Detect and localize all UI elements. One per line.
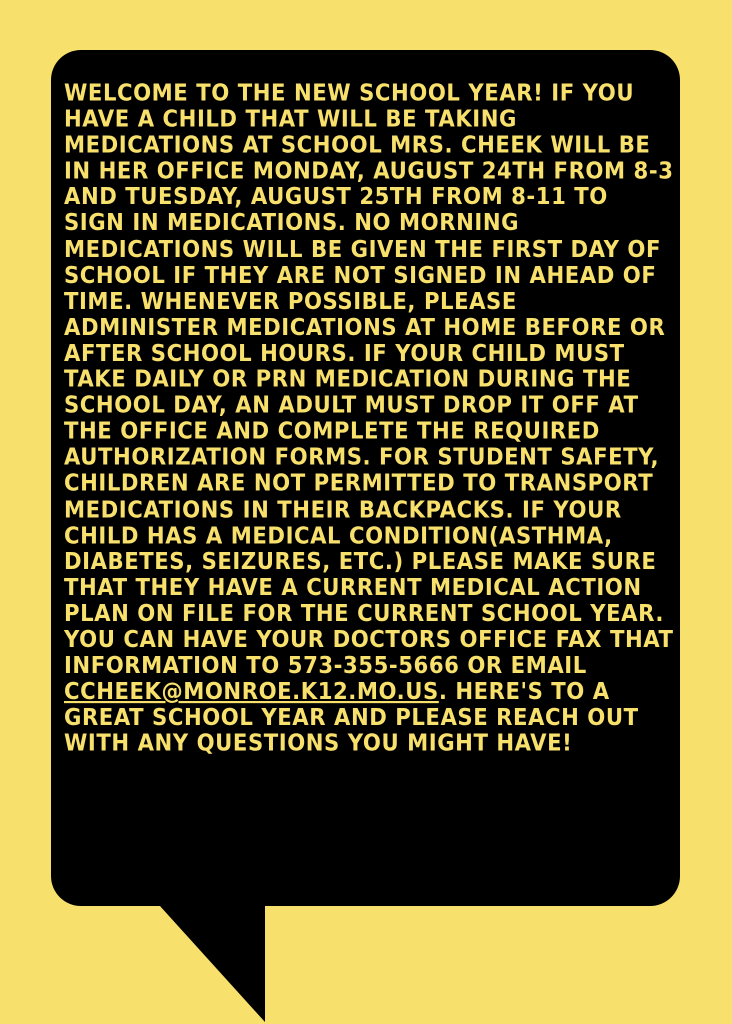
message-text-part-2: . HERE'S TO A GREAT SCHOOL YEAR AND PLEASE REACH OUT WITH ANY QUESTIONS YOU MIGHT HAVE! <box>64 677 639 757</box>
email-link[interactable]: CCHEEK@MONROE.K12.MO.US <box>64 677 439 705</box>
message-text <box>64 80 676 757</box>
message-text-part-1: WELCOME TO THE NEW SCHOOL YEAR! IF YOU HAVE A CHILD THAT WILL BE TAKING MEDICATIONS AT SCHOOL MRS. CHEEK WILL BE IN HER OFFICE MONDAY, AUGUST 24TH FROM 8-3 AND TUESDAY, AUGUST 25TH FROM 8-11 TO SIGN IN MEDICATIONS. NO MORNING MEDICATIONS WILL BE GIVEN THE FIRST DAY OF SCHOOL IF THEY ARE NOT SIGNED IN AHEAD OF TIME. WHENEVER POSSIBLE, PLEASE ADMINISTER MEDICATIONS AT HOME BEFORE OR AFTER SCHOOL HOURS. IF YOUR CHILD MUST TAKE DAILY OR PRN MEDICATION DURING THE SCHOOL DAY, AN ADULT MUST DROP IT OFF AT THE OFFICE AND COMPLETE THE REQUIRED AUTHORIZATION FORMS. FOR STUDENT SAFETY, CHILDREN ARE NOT PERMITTED TO TRANSPORT MEDICATIONS IN THEIR BACKPACKS. IF YOUR CHILD HAS A MEDICAL CONDITION(ASTHMA, DIABETES, SEIZURES, ETC.) PLEASE MAKE SURE THAT THEY HAVE A CURRENT MEDICAL ACTION PLAN ON FILE FOR THE CURRENT SCHOOL YEAR. YOU CAN HAVE YOUR DOCTORS OFFICE FAX THAT INFORMATION TO 573-355-5666 OR EMAIL <box>64 78 674 679</box>
